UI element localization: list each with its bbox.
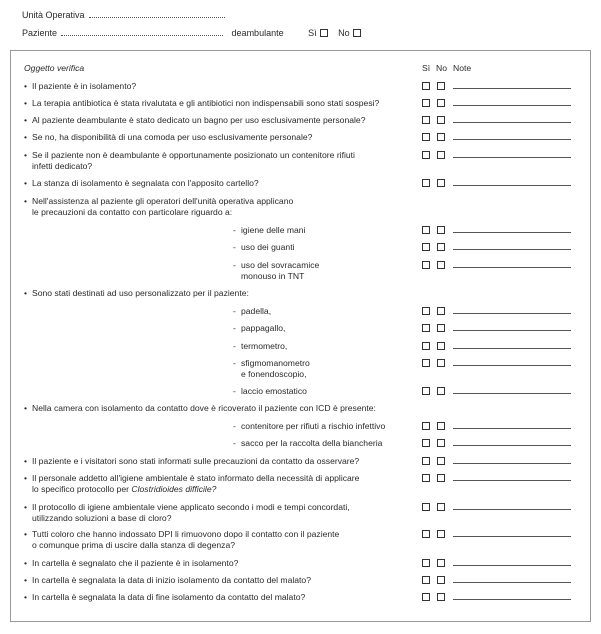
row-question <box>24 529 414 550</box>
row-question-text: Il personale addetto all'igiene ambientale è stato informato della necessità di applicare <box>32 473 360 483</box>
row-question <box>24 98 414 109</box>
note-field[interactable] <box>453 81 571 89</box>
si-checkbox[interactable] <box>422 243 430 251</box>
row-subitem-text: padella, <box>241 306 272 316</box>
si-checkbox[interactable] <box>422 387 430 395</box>
no-checkbox[interactable] <box>437 116 445 124</box>
row-question-text: Sono stati destinati ad uso personalizzato per il paziente: <box>32 288 249 298</box>
no-checkbox[interactable] <box>437 324 445 332</box>
note-field[interactable] <box>453 98 571 106</box>
dash: - <box>233 323 236 333</box>
bullet: • <box>24 288 28 298</box>
note-field[interactable] <box>453 438 571 446</box>
no-checkbox[interactable] <box>437 359 445 367</box>
note-field[interactable] <box>453 558 571 566</box>
row-subitem-text: termometro, <box>241 341 288 351</box>
col-note-header: Note <box>453 63 472 73</box>
no-checkbox[interactable] <box>437 457 445 465</box>
row-question <box>24 456 414 467</box>
row-question <box>24 288 414 299</box>
si-checkbox[interactable] <box>422 226 430 234</box>
col-si-header: Sì <box>422 63 431 73</box>
row-question <box>24 115 414 126</box>
note-field[interactable] <box>453 323 571 331</box>
si-checkbox[interactable] <box>422 593 430 601</box>
row-subitem-text: pappagallo, <box>241 323 286 333</box>
note-field[interactable] <box>453 421 571 429</box>
deambulante-si-checkbox[interactable] <box>320 29 328 37</box>
si-checkbox[interactable] <box>422 261 430 269</box>
dash: - <box>233 438 236 448</box>
note-field[interactable] <box>453 473 571 481</box>
row-question-text: Tutti coloro che hanno indossato DPI li rimuovono dopo il contatto con il paziente <box>32 529 340 539</box>
row-question <box>24 81 414 92</box>
row-question <box>24 558 414 569</box>
no-checkbox[interactable] <box>437 99 445 107</box>
row-subitem-text: uso del sovracamice monouso in TNT <box>241 260 320 281</box>
no-checkbox[interactable] <box>437 243 445 251</box>
no-checkbox[interactable] <box>437 387 445 395</box>
col-no-header: No <box>436 63 447 73</box>
checklist-table <box>10 50 591 622</box>
si-checkbox[interactable] <box>422 82 430 90</box>
row-question-text-cont: lo specifico protocollo per Clostridioides difficile? <box>32 483 217 494</box>
paziente-label: Paziente <box>22 28 58 38</box>
dash: - <box>233 341 236 351</box>
si-checkbox[interactable] <box>422 133 430 141</box>
unita-operativa-line <box>22 10 225 20</box>
note-field[interactable] <box>453 575 571 583</box>
no-checkbox[interactable] <box>437 179 445 187</box>
no-checkbox[interactable] <box>437 474 445 482</box>
note-field[interactable] <box>453 115 571 123</box>
bullet: • <box>24 81 28 91</box>
bullet: • <box>24 558 28 568</box>
no-checkbox[interactable] <box>437 439 445 447</box>
row-question <box>24 132 414 143</box>
row-question-text: Al paziente deambulante è stato dedicato un bagno per uso esclusivamente personale? <box>32 115 366 125</box>
bullet: • <box>24 150 28 160</box>
note-field[interactable] <box>453 341 571 349</box>
bullet: • <box>24 196 28 206</box>
row-subitem-text: igiene delle mani <box>241 225 306 235</box>
bullet: • <box>24 456 28 466</box>
row-question-text-cont: o comunque prima di uscire dalla stanza di degenza? <box>32 539 236 550</box>
bullet: • <box>24 115 28 125</box>
dash: - <box>233 386 236 396</box>
bullet: • <box>24 529 28 539</box>
si-checkbox[interactable] <box>422 422 430 430</box>
si-checkbox[interactable] <box>422 530 430 538</box>
si-checkbox[interactable] <box>422 151 430 159</box>
row-subitem-text: uso dei guanti <box>241 242 295 252</box>
row-question-text: Il paziente è in isolamento? <box>32 81 137 91</box>
no-checkbox[interactable] <box>437 226 445 234</box>
si-checkbox[interactable] <box>422 457 430 465</box>
row-question-text: La terapia antibiotica è stata rivalutata e gli antibiotici non indispensabili sono stati sospesi? <box>32 98 380 108</box>
no-checkbox[interactable] <box>437 530 445 538</box>
note-field[interactable] <box>453 386 571 394</box>
si-checkbox[interactable] <box>422 359 430 367</box>
bullet: • <box>24 575 28 585</box>
bullet: • <box>24 592 28 602</box>
bullet: • <box>24 132 28 142</box>
note-field[interactable] <box>453 306 571 314</box>
note-field[interactable] <box>453 529 571 537</box>
note-field[interactable] <box>453 502 571 510</box>
unita-operativa-field[interactable] <box>89 10 225 18</box>
note-field[interactable] <box>453 178 571 186</box>
no-checkbox[interactable] <box>437 82 445 90</box>
no-checkbox[interactable] <box>437 576 445 584</box>
si-checkbox[interactable] <box>422 324 430 332</box>
dash: - <box>233 260 236 270</box>
no-checkbox[interactable] <box>437 133 445 141</box>
row-question <box>24 178 414 189</box>
dash: - <box>233 421 236 431</box>
dash: - <box>233 306 236 316</box>
si-checkbox[interactable] <box>422 342 430 350</box>
si-checkbox[interactable] <box>422 576 430 584</box>
row-question-text: La stanza di isolamento è segnalata con l'apposito cartello? <box>32 178 259 188</box>
dash: - <box>233 358 236 368</box>
row-question <box>24 473 414 494</box>
note-field[interactable] <box>453 456 571 464</box>
note-field[interactable] <box>453 592 571 600</box>
bullet: • <box>24 178 28 188</box>
si-checkbox[interactable] <box>422 307 430 315</box>
row-question-text-cont: infetti dedicato? <box>32 160 93 171</box>
note-field[interactable] <box>453 242 571 250</box>
si-checkbox[interactable] <box>422 179 430 187</box>
note-field[interactable] <box>453 225 571 233</box>
row-question-text-cont: utilizzando soluzioni a base di cloro? <box>32 512 172 523</box>
row-question-text: Il protocollo di igiene ambientale viene applicato secondo i modi e tempi concordati, <box>32 502 350 512</box>
bullet: • <box>24 98 28 108</box>
si-checkbox[interactable] <box>422 474 430 482</box>
row-question <box>24 196 414 217</box>
paziente-line <box>22 28 361 38</box>
row-question-text: Nell'assistenza al paziente gli operatori dell'unità operativa applicano <box>32 196 294 206</box>
row-question-text: In cartella è segnalata la data di inizio isolamento da contatto del malato? <box>32 575 311 585</box>
si-checkbox[interactable] <box>422 439 430 447</box>
row-question-text: Se il paziente non è deambulante è opportunamente posizionato un contenitore rifiuti <box>32 150 355 160</box>
row-question <box>24 575 414 586</box>
si-checkbox[interactable] <box>422 503 430 511</box>
no-checkbox[interactable] <box>437 422 445 430</box>
deambulante-label: deambulante <box>231 28 284 38</box>
row-question <box>24 403 414 414</box>
row-question-text: Il paziente e i visitatori sono stati informati sulle precauzioni da contatto da osservare? <box>32 456 360 466</box>
no-checkbox[interactable] <box>437 261 445 269</box>
row-question-text-cont: le precauzioni da contatto con particolare riguardo a: <box>32 206 233 217</box>
note-field[interactable] <box>453 260 571 268</box>
deambulante-no-checkbox[interactable] <box>353 29 361 37</box>
row-subitem-text: sfigmomanometro e fonendoscopio, <box>241 358 310 379</box>
row-question-text: Se no, ha disponibilità di una comoda per uso esclusivamente personale? <box>32 132 313 142</box>
row-question-italic: Clostridioides difficile? <box>128 483 217 494</box>
row-subitem-text: contenitore per rifiuti a rischio infettivo <box>241 421 386 431</box>
si-checkbox[interactable] <box>422 559 430 567</box>
row-question-text: In cartella è segnalata la data di fine isolamento da contatto del malato? <box>32 592 306 602</box>
bullet: • <box>24 502 28 512</box>
no-checkbox[interactable] <box>437 593 445 601</box>
si-checkbox[interactable] <box>422 116 430 124</box>
row-question <box>24 502 414 523</box>
dash: - <box>233 225 236 235</box>
no-checkbox[interactable] <box>437 503 445 511</box>
row-question-text: In cartella è segnalato che il paziente è in isolamento? <box>32 558 239 568</box>
col-oggetto-header: Oggetto verifica <box>24 63 85 73</box>
row-subitem-text: laccio emostatico <box>241 386 307 396</box>
row-question <box>24 592 414 603</box>
note-field[interactable] <box>453 132 571 140</box>
bullet: • <box>24 403 28 413</box>
no-checkbox[interactable] <box>437 151 445 159</box>
bullet: • <box>24 473 28 483</box>
unita-operativa-label: Unità Operativa <box>22 10 85 20</box>
no-checkbox[interactable] <box>437 307 445 315</box>
no-checkbox[interactable] <box>437 342 445 350</box>
paziente-field[interactable] <box>61 28 223 36</box>
deambulante-si-label: Sì <box>308 28 317 38</box>
no-checkbox[interactable] <box>437 559 445 567</box>
row-question <box>24 150 414 171</box>
note-field[interactable] <box>453 358 571 366</box>
si-checkbox[interactable] <box>422 99 430 107</box>
row-question-text: Nella camera con isolamento da contatto dove è ricoverato il paziente con ICD è presente: <box>32 403 376 413</box>
row-subitem-text: sacco per la raccolta della biancheria <box>241 438 383 448</box>
note-field[interactable] <box>453 150 571 158</box>
dash: - <box>233 242 236 252</box>
deambulante-no-label: No <box>338 28 350 38</box>
